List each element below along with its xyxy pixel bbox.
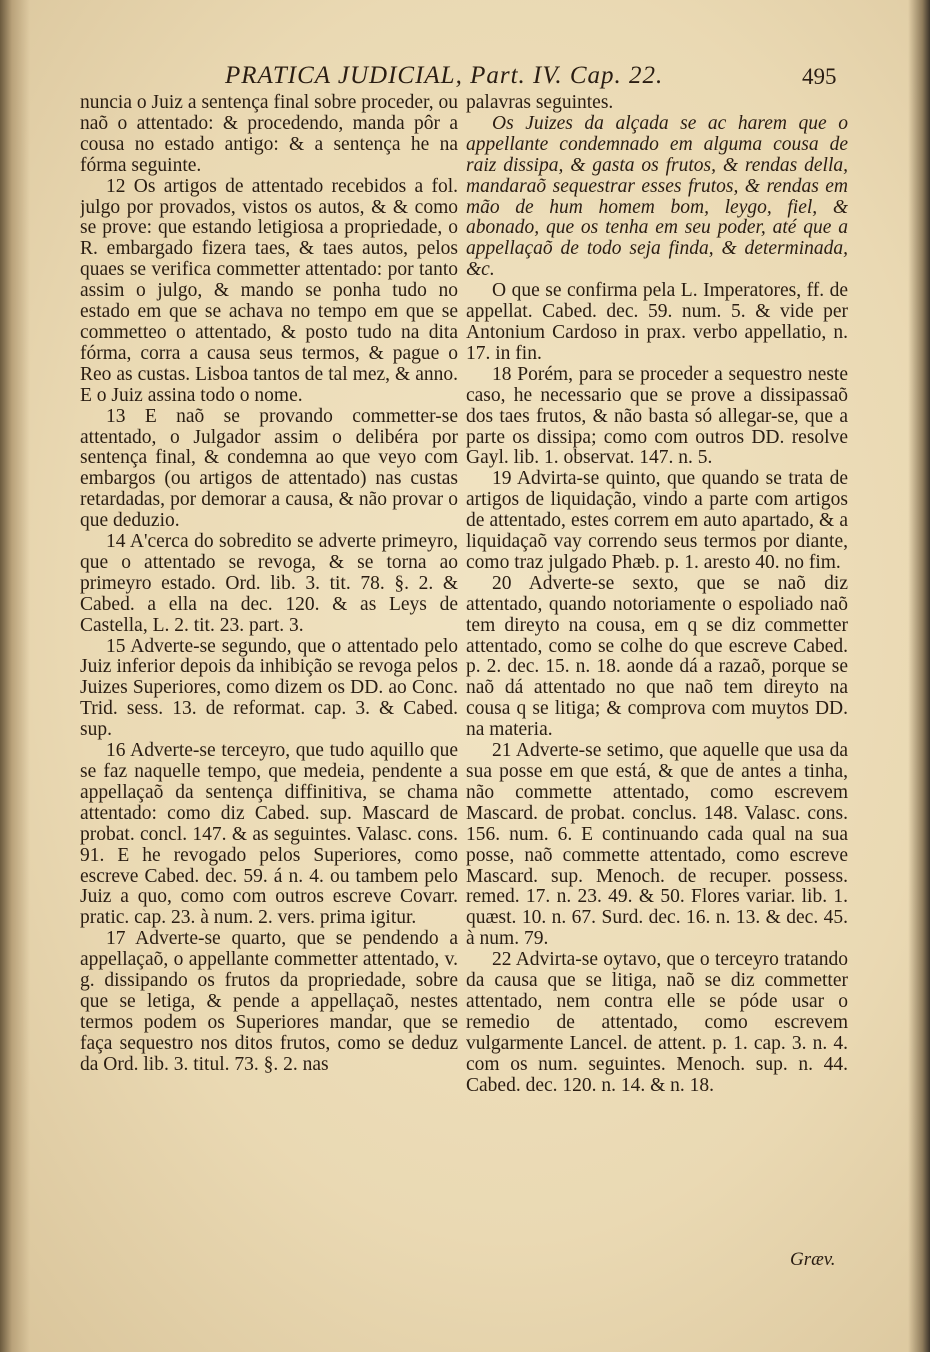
paragraph-19: 19 Advirta-se quinto, que quando se trata de artigos de liquidação, vindo a parte com artigos de attentado, estes correm em auto apartado, & a liquidaçaõ vay correndo seus termos por diante, como traz julgado Phæb. p. 1. aresto 40. no fim.	[466, 468, 848, 573]
catchword: Græv.	[790, 1249, 836, 1270]
paragraph-continuation-right: palavras seguintes.	[466, 93, 614, 113]
right-column	[466, 93, 848, 1253]
paragraph-continuation: nuncia o Juiz a sentença final sobre proceder, ou naõ o attentado: & procedendo, manda pôr a cousa no estado antigo: & a sentença he na fórma seguinte.	[80, 93, 458, 176]
paragraph-20: 20 Adverte-se sexto, que se naõ diz attentado, quando notoriamente o espoliado naõ tem direyto na cousa, em q se diz commetter attentado, como se colhe do que escreve Cabed. p. 2. dec. 15. n. 18. aonde dá a razaõ, porque se naõ dá attentado no que naõ tem direyto na cousa q se litiga; & comprova com muytos DD. na materia.	[466, 572, 848, 741]
page-header	[0, 58, 930, 98]
running-head: PRATICA JUDICIAL, Part. IV. Cap. 22.	[225, 62, 664, 89]
paragraph-12: 12 Os artigos de attentado recebidos a fol. julgo por provados, vistos os autos, & & como se prove: que estando letigiosa a propriedade, o R. embargado fizera taes, & taes autos, pelos quaes se verifica commetter attentado: por tanto assim o julgo, & mando se ponha tudo no estado em que se achava no tempo em que se commetteo o attentado, & posto tudo na dita fórma, corra a causa seus termos, & pague o Reo as custas. Lisboa tantos de tal mez, & anno. E o Juiz assina todo o nome.	[80, 175, 458, 406]
page-edge-shadow	[908, 0, 930, 1352]
page-number: 495	[802, 64, 837, 89]
paragraph-15: 15 Adverte-se segundo, que o attentado pelo Juiz inferior depois da inhibição se revoga pelos Juizes Superiores, como dizem os DD. ao Conc. Trid. sess. 13. de reformat. cap. 3. & Cabed. sup.	[80, 635, 458, 741]
paragraph-confirmation: O que se confirma pela L. Imperatores, ff. de appellat. Cabed. dec. 59. num. 5. & vide per Antonium Cardoso in prax. verbo appellatio, n. 17. in fin.	[466, 280, 848, 364]
left-column	[80, 93, 458, 1253]
paragraph-18: 18 Porém, para se proceder a sequestro neste caso, he necessario que se prove a dissipassaõ dos taes frutos, & não basta só allegar-se, que a parte os dissipa; como com outros DD. resolve Gayl. lib. 1. observat. 147. n. 5.	[466, 363, 848, 469]
paragraph-16: 16 Adverte-se terceyro, que tudo aquillo que se faz naquelle tempo, que medeia, pendente a appellaçaõ da sentença diffinitiva, se chama attentado: como diz Cabed. sup. Mascard de probat. concl. 147. & as seguintes. Valasc. cons. 91. E he revogado pelos Superiores, como escreve Cabed. dec. 59. á n. 4. ou tambem pelo Juiz a quo, como com outros escreve Covarr. pratic. cap. 23. à num. 2. vers. prima igitur.	[80, 740, 458, 929]
paragraph-17: 17 Adverte-se quarto, que se pendendo a appellaçaõ, o appellante commetter attentado, v. g. dissipando os frutos da propriedade, sobre que se letiga, & pende a appellaçaõ, nestes termos podem os Superiores mandar, que se faça sequestro nos ditos frutos, como se deduz da Ord. lib. 3. titul. 73. §. 2. nas	[80, 928, 458, 1075]
paragraph-13: 13 E naõ se provando commetter-se attentado, o Julgador assim o delibéra por sentença final, & condemna ao que veyo com embargos (ou artigos de attentado) nas custas retardadas, por demorar a causa, & não provar o que deduzio.	[80, 405, 458, 532]
spine-shadow	[0, 0, 30, 1352]
paragraph-14: 14 A'cerca do sobredito se adverte primeyro, que o attentado se revoga, & se torna ao primeyro estado. Ord. lib. 3. tit. 78. §. 2. & Cabed. a ella na dec. 120. & as Leys de Castella, L. 2. tit. 23. part. 3.	[80, 531, 458, 636]
paragraph-21: 21 Adverte-se setimo, que aquelle que usa da sua posse em que está, & que de antes a tinha, não commette attentado, como escrevem Mascard. de probat. conclus. 148. Valasc. cons. 156. num. 6. E continuando cada qual na sua posse, naõ commette attentado, como escreve Mascard. sup. Menoch. de recuper. possess. remed. 17. n. 23. 49. & 50. Flores variar. lib. 1. quæst. 10. n. 67. Surd. dec. 16. n. 13. & dec. 45. à num. 79.	[466, 740, 848, 950]
paragraph-22: 22 Advirta-se oytavo, que o terceyro tratando da causa que se litiga, naõ se diz commetter attentado, nem contra elle se póde usar o remedio de attentado, como escrevem vulgarmente Lancel. de attent. p. 1. cap. 3. n. 4. com os num. seguintes. Menoch. sup. n. 44. Cabed. dec. 120. n. 14. & n. 18.	[466, 949, 848, 1096]
ordinance-quote: Os Juizes da alçada se ac harem que o appellante condemnado em alguma cousa de raiz dissipa, & gasta os frutos, & rendas della, mandaraõ sequestrar esses frutos, & rendas em mão de hum homem bom, leygo, fiel, & abonado, que os tenha em seu poder, até que a appellaçaõ de todo seja finda, & determinada, &c.	[466, 112, 848, 281]
